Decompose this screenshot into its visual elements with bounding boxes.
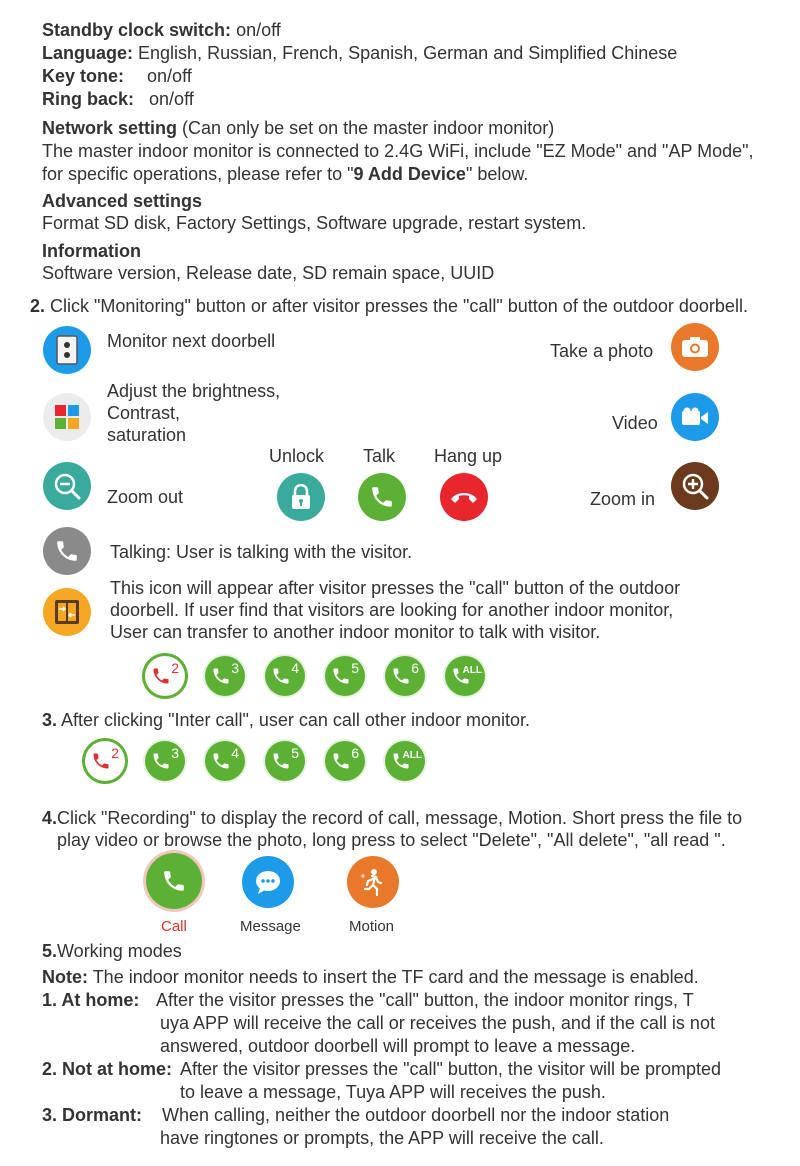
adjust-settings-icon[interactable] [43, 393, 91, 441]
monitor-number: 3 [231, 660, 239, 676]
transfer-line1: This icon will appear after visitor presses the "call" button of the outdoor [110, 578, 681, 598]
section5-heading [42, 940, 182, 962]
zoom-out-icon[interactable] [43, 462, 91, 510]
language-label: Language: [42, 43, 134, 63]
network-line1: The master indoor monitor is connected to 2.4G WiFi, include "EZ Mode" and "AP Mode", [42, 141, 754, 161]
home-label: 1. At home: [42, 990, 140, 1010]
section5-title: Working modes [57, 941, 182, 961]
advanced-value: Format SD disk, Factory Settings, Software upgrade, restart system. [42, 213, 587, 233]
standby-value: on/off [236, 20, 281, 40]
ringback-row [42, 88, 194, 110]
monitor-next-label: Monitor next doorbell [107, 331, 276, 351]
info-value: Software version, Release date, SD remain space, UUID [42, 263, 495, 283]
note-row [42, 966, 699, 988]
monitor-number: 4 [231, 745, 239, 761]
ringback-value: on/off [149, 89, 194, 109]
info-label: Information [42, 241, 141, 261]
motion-record-label: Motion [349, 918, 395, 935]
monitor-number: 2 [111, 745, 119, 761]
monitor-number: ALL [402, 750, 422, 761]
monitor-number: 3 [171, 745, 179, 761]
section4-line1 [42, 807, 742, 829]
zoom-in-icon[interactable] [671, 462, 719, 510]
keytone-value: on/off [147, 66, 192, 86]
monitor-number: 2 [171, 660, 179, 676]
dormant-line2: have ringtones or prompts, the APP will receive the call. [160, 1128, 604, 1148]
network-line2-c: " below. [465, 164, 529, 184]
language-row [42, 42, 677, 64]
monitor-4-button[interactable] [205, 741, 245, 781]
keytone-row [42, 65, 192, 87]
away-label: 2. Not at home: [42, 1059, 173, 1079]
network-line2-a: for specific operations, please refer to " [42, 164, 354, 184]
monitor-3-button[interactable] [145, 741, 185, 781]
hang-up-icon[interactable] [440, 473, 488, 521]
monitor-6-button[interactable] [325, 741, 365, 781]
talking-text: Talking: User is talking with the visitor. [110, 542, 413, 562]
message-record-icon[interactable] [242, 856, 294, 908]
adjust-line3: saturation [107, 425, 187, 445]
talking-icon[interactable] [43, 527, 91, 575]
monitor-next-icon[interactable] [43, 326, 91, 374]
talk-label: Talk [363, 446, 396, 466]
unlock-icon[interactable] [277, 473, 325, 521]
language-value: English, Russian, French, Spanish, German and Simplified Chinese [138, 43, 678, 63]
call-record-icon[interactable] [146, 853, 202, 909]
dormant-label: 3. Dormant: [42, 1105, 143, 1125]
take-photo-label: Take a photo [550, 341, 654, 361]
call-record-label: Call [161, 918, 187, 935]
adjust-line1: Adjust the brightness, [107, 381, 281, 401]
monitor-6-button[interactable] [385, 656, 425, 696]
video-label: Video [612, 413, 658, 433]
section4-text: Click "Recording" to display the record of call, message, Motion. Short press the file to [57, 808, 743, 828]
adjust-line2: Contrast, [107, 403, 181, 423]
section4-line2: play video or browse the photo, long press to select "Delete", "All delete", "all read ". [57, 830, 726, 850]
note-label: Note: [42, 967, 88, 987]
ringback-label: Ring back: [42, 89, 135, 109]
message-record-label: Message [240, 918, 301, 935]
monitor-5-button[interactable] [325, 656, 365, 696]
monitor-5-button[interactable] [265, 741, 305, 781]
network-label: Network setting [42, 118, 178, 138]
transfer-line3: User can transfer to another indoor monitor to talk with visitor. [110, 622, 601, 642]
note-text: The indoor monitor needs to insert the TF card and the message is enabled. [92, 967, 699, 987]
standby-label: Standby clock switch: [42, 20, 232, 40]
section2-heading [30, 295, 748, 317]
monitor-all-button[interactable] [445, 656, 485, 696]
motion-record-icon[interactable] [347, 856, 399, 908]
section3-num: 3. [42, 710, 58, 730]
unlock-label: Unlock [269, 446, 325, 466]
section3-heading [42, 709, 530, 731]
monitor-number: 4 [291, 660, 299, 676]
transfer-line2: doorbell. If user find that visitors are looking for another indoor monitor, [110, 600, 674, 620]
talk-icon[interactable] [358, 473, 406, 521]
network-line2 [42, 163, 528, 185]
advanced-label: Advanced settings [42, 191, 203, 211]
section4-num: 4. [42, 808, 58, 828]
network-line2-ref: 9 Add Device [353, 164, 466, 184]
monitor-2-button[interactable] [85, 741, 125, 781]
home-line2: uya APP will receive the call or receives the push, and if the call is not [160, 1013, 715, 1033]
monitor-all-button[interactable] [385, 741, 425, 781]
transfer-icon[interactable] [43, 588, 91, 636]
section2-text: Click "Monitoring" button or after visitor presses the "call" button of the outdoor doorbell. [50, 296, 748, 316]
monitor-3-button[interactable] [205, 656, 245, 696]
monitor-2-button[interactable] [145, 656, 185, 696]
network-row [42, 117, 554, 139]
zoom-in-label: Zoom in [590, 489, 656, 509]
away-line2: to leave a message, Tuya APP will receives the push. [180, 1082, 606, 1102]
home-line3: answered, outdoor doorbell will prompt to leave a message. [160, 1036, 636, 1056]
monitor-number: 6 [411, 660, 419, 676]
monitor-number: 5 [351, 660, 359, 676]
away-line1: After the visitor presses the "call" button, the visitor will be prompted [180, 1059, 722, 1079]
camera-icon[interactable] [671, 323, 719, 371]
monitor-number: ALL [462, 665, 482, 676]
home-line1: After the visitor presses the "call" button, the indoor monitor rings, T [156, 990, 694, 1010]
monitor-number: 6 [351, 745, 359, 761]
monitor-number: 5 [291, 745, 299, 761]
section2-num: 2. [30, 296, 46, 316]
keytone-label: Key tone: [42, 66, 125, 86]
section5-num: 5. [42, 941, 58, 961]
zoom-out-label: Zoom out [107, 487, 184, 507]
section3-text: After clicking "Inter call", user can call other indoor monitor. [61, 710, 531, 730]
video-icon[interactable] [671, 393, 719, 441]
network-note: (Can only be set on the master indoor monitor) [182, 118, 555, 138]
monitor-4-button[interactable] [265, 656, 305, 696]
standby-row [42, 19, 281, 41]
hang-up-label: Hang up [434, 446, 503, 466]
dormant-line1: When calling, neither the outdoor doorbell nor the indoor station [162, 1105, 670, 1125]
